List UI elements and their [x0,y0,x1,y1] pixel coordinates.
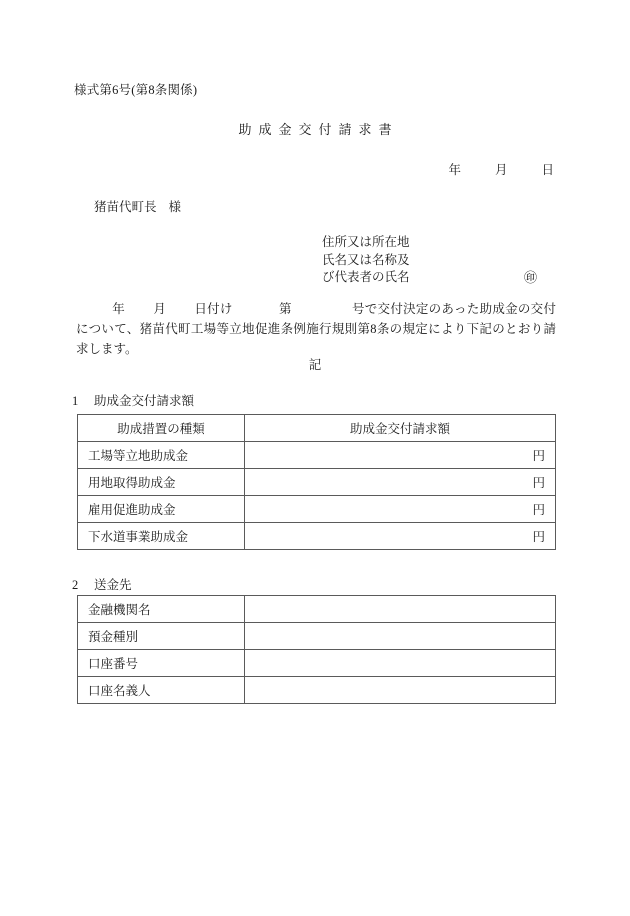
remittance-table [77,595,556,704]
remittance-input-bank-name[interactable] [245,596,556,623]
table-row [78,496,556,523]
remittance-label-account-number: 口座番号 [78,650,245,677]
subsidy-type-label: 雇用促進助成金 [78,496,245,523]
table-row [78,523,556,550]
body-line2: いて、猪苗代町工場等立地促進条例施行規則第8条の規定により下記のとおり請求します。 [76,322,556,356]
submission-date-line [0,160,554,178]
section1-number: 1 [72,394,79,408]
applicant-info-block [322,234,538,287]
subsidy-type-label: 用地取得助成金 [78,469,245,496]
remittance-label-account-holder: 口座名義人 [78,677,245,704]
table-row [78,623,556,650]
ki-marker: 記 [308,358,322,372]
table-header-row [78,415,556,442]
body-dated-label: 日付け [194,302,233,316]
addressee-name: 猪苗代町長 [94,200,157,214]
applicant-name-label-line1: 氏名又は名称及 [322,252,410,267]
date-day-label: 日 [541,163,554,177]
body-number-suffix: 号で交付決定のあった助成金の交付につ [76,302,556,336]
section1-title: 助成金交付請求額 [94,394,195,408]
date-month-label: 月 [494,163,508,177]
date-year-label: 年 [448,163,461,177]
remittance-input-account-number[interactable] [245,650,556,677]
table-row [78,442,556,469]
subsidy-type-label: 下水道事業助成金 [78,523,245,550]
table-row [78,650,556,677]
subsidy-amount-input[interactable]: 円 [245,442,556,469]
remittance-label-account-type: 預金種別 [78,623,245,650]
applicant-address-label: 住所又は所在地 [322,235,410,249]
applicant-name-label-text: び代表者の氏名 [322,270,410,284]
table-row [78,677,556,704]
addressee-honorific: 様 [168,200,182,214]
section2-number: 2 [72,578,79,592]
form-number: 様式第6号(第8条関係) [74,83,198,97]
remittance-input-account-holder[interactable] [245,677,556,704]
header-cell-type: 助成措置の種類 [78,415,245,442]
remittance-label-bank-name: 金融機関名 [78,596,245,623]
body-year-label: 年 [112,302,126,316]
subsidy-amount-input[interactable]: 円 [245,469,556,496]
subsidy-amount-input[interactable]: 円 [245,523,556,550]
body-number-prefix: 第 [278,302,292,316]
subsidy-type-label: 工場等立地助成金 [78,442,245,469]
table-row [78,469,556,496]
section1-heading [72,391,194,409]
addressee [94,197,181,215]
subsidy-amount-table [77,414,556,550]
header-cell-amount: 助成金交付請求額 [245,415,556,442]
section2-heading [72,575,132,593]
body-month-label: 月 [153,302,167,316]
subsidy-amount-input[interactable]: 円 [245,496,556,523]
remittance-input-account-type[interactable] [245,623,556,650]
section2-title: 送金先 [94,578,132,592]
document-title: 助成金交付請求書 [238,122,399,137]
seal-icon: ㊞ [524,270,538,285]
applicant-name-label-line2 [322,269,538,287]
body-paragraph [76,299,556,359]
table-row [78,596,556,623]
